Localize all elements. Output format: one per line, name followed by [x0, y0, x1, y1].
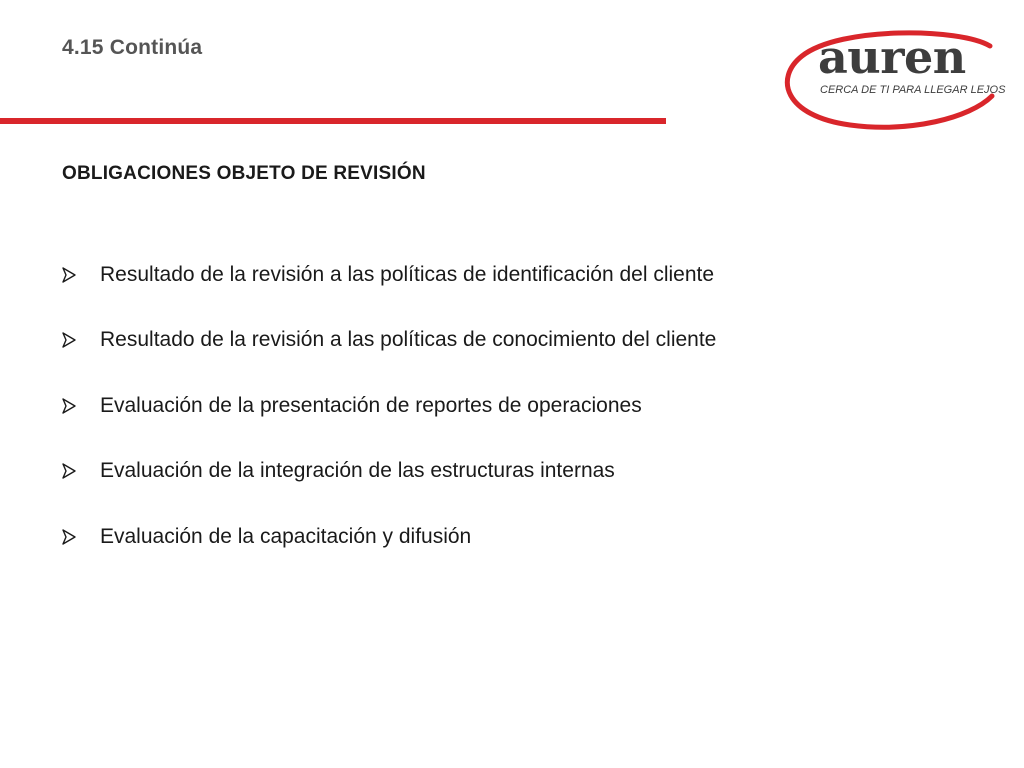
bullet-item	[62, 520, 716, 553]
header-divider	[0, 118, 666, 124]
section-title: OBLIGACIONES OBJETO DE REVISIÓN	[62, 163, 426, 184]
arrow-bullet-icon	[62, 463, 100, 479]
bullet-item	[62, 389, 716, 422]
arrow-bullet-icon	[62, 529, 100, 545]
arrow-bullet-icon	[62, 267, 100, 283]
bullet-text: Evaluación de la presentación de reportes de operaciones	[100, 393, 642, 417]
bullet-list	[62, 258, 716, 586]
logo-tagline: CERCA DE TI PARA LLEGAR LEJOS	[820, 84, 1006, 96]
bullet-text: Resultado de la revisión a las políticas de identificación del cliente	[100, 262, 715, 286]
slide-number: 4.15 Continúa	[62, 36, 203, 59]
logo-wordmark: auren	[818, 30, 966, 84]
bullet-text: Evaluación de la capacitación y difusión	[100, 524, 472, 548]
arrow-bullet-icon	[62, 332, 100, 348]
arrow-bullet-icon	[62, 398, 100, 414]
bullet-text: Resultado de la revisión a las políticas de conocimiento del cliente	[100, 328, 717, 351]
bullet-item	[62, 258, 716, 291]
bullet-item	[62, 324, 716, 357]
bullet-text: Evaluación de la integración de las estructuras internas	[100, 459, 615, 482]
bullet-item	[62, 455, 716, 488]
auren-logo	[780, 30, 1006, 130]
